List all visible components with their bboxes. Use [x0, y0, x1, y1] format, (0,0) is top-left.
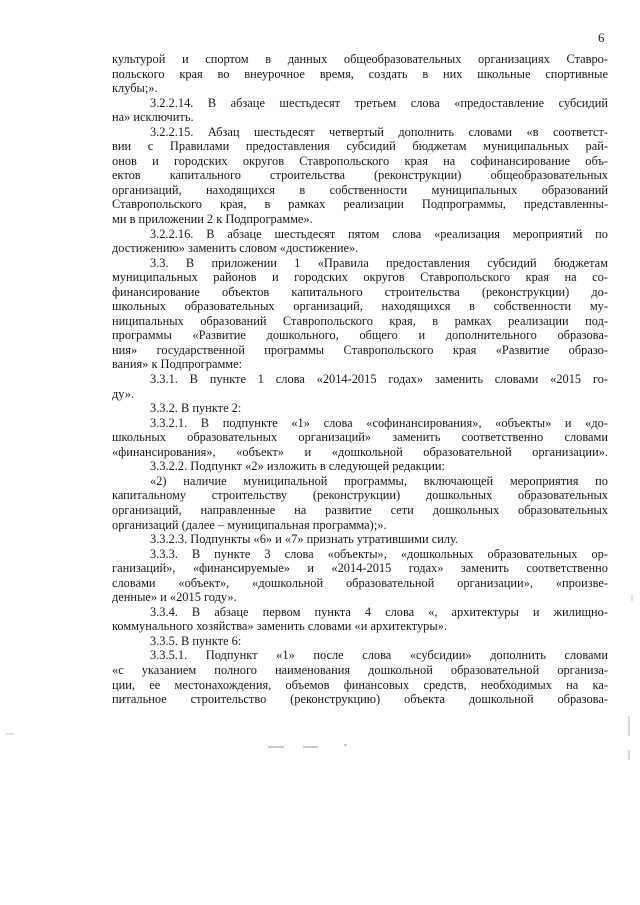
text-line: школьных образовательных организаций» заменить соответственно словами	[112, 430, 608, 445]
text-line: питальное строительство (реконструкцию) объекта дошкольной образова-	[112, 692, 608, 707]
text-line: вии с Правилами предоставления субсидий бюджетам муниципальных рай-	[112, 139, 608, 154]
text-line: ганизаций», «финансируемые» и «2014-2015 годах» заменить соответственно	[112, 561, 608, 576]
text-line: «финансирования», «объект» и «дошкольной образовательной организации».	[112, 444, 608, 459]
text-line: ниципальных образований Ставропольского края, в рамках реализации под-	[112, 313, 608, 328]
text-line: ми в приложении 2 к Подпрограмме».	[112, 212, 313, 227]
text-line: ектов капитального строительства (реконструкции) общеобразовательных	[112, 168, 608, 183]
text-line: ду».	[112, 386, 135, 401]
text-line: 3.3.4. В абзаце первом пункта 4 слова «, архитектуры и жилищно-	[150, 604, 608, 619]
text-line: Ставропольского края, в рамках реализации Подпрограммы, представленны-	[112, 197, 608, 212]
text-line: клубы;».	[112, 81, 158, 96]
text-line: 3.3.5. В пункте 6:	[150, 633, 242, 648]
text-line: культурой и спортом в данных общеобразовательных организациях Ставро-	[112, 52, 608, 66]
text-line: 3.3.2.3. Подпункты «6» и «7» признать утратившими силу.	[150, 532, 459, 547]
text-line: денные» и «2015 году».	[112, 590, 237, 605]
text-line: «с указанием полного наименования дошкольной образовательной организа-	[112, 662, 608, 677]
text-line: коммунального хозяйства» заменить словами «и архитектуры».	[112, 619, 447, 634]
document-body	[112, 52, 608, 707]
text-line: на» исключить.	[112, 110, 194, 125]
text-line: 3.2.2.15. Абзац шестьдесят четвертый дополнить словами «в соответст-	[150, 124, 608, 139]
text-line: словами «объект», «дошкольной образовательной организации», «произве-	[112, 575, 608, 590]
text-line: онов и городских округов Ставропольского края на софинансирование объ-	[112, 153, 608, 168]
text-line: вания» к Подпрограмме:	[112, 357, 243, 372]
text-line: организаций (далее – муниципальная программа);».	[112, 517, 387, 532]
text-line: капитальному строительству (реконструкции) дошкольных образовательных	[112, 488, 608, 503]
page-number: 6	[598, 30, 605, 45]
text-line: 3.3.2.2. Подпункт «2» изложить в следующей редакции:	[150, 459, 446, 474]
text-line: ния» государственной программы Ставропольского края «Развитие образо-	[112, 342, 608, 357]
text-line: ции, ее местонахождения, объемов финансовых средств, необходимых на ка-	[112, 677, 608, 692]
text-line: польского края во внеурочное время, создать в них школьные спортивные	[112, 66, 608, 81]
text-line: 3.2.2.14. В абзаце шестьдесят третьем слова «предоставление субсидий	[150, 95, 608, 110]
text-line: 3.3.3. В пункте 3 слова «объекты», «дошкольных образовательных ор-	[150, 546, 608, 561]
text-line: муниципальных районов и городских округов Ставропольского края на со-	[112, 270, 608, 285]
text-line: 3.2.2.16. В абзаце шестьдесят пятом слова «реализация мероприятий по	[150, 226, 608, 241]
text-line: финансирование объектов капитального строительства (реконструкции) до-	[112, 284, 608, 299]
text-line: организаций, направленные на развитие сети дошкольных образовательных	[112, 502, 608, 517]
text-line: 3.3. В приложении 1 «Правила предоставления субсидий бюджетам	[150, 255, 608, 270]
text-line: школьных образовательных организаций, находящихся в собственности му-	[112, 299, 608, 314]
text-line: программы «Развитие дошкольного, общего и дополнительного образова-	[112, 328, 608, 343]
text-line: организаций, находящихся в собственности муниципальных образований	[112, 182, 608, 197]
text-line: «2) наличие муниципальной программы, включающей мероприятия по	[150, 473, 608, 488]
text-line: 3.3.2.1. В подпункте «1» слова «софинансирования», «объекты» и «до-	[150, 415, 608, 430]
text-line: 3.3.1. В пункте 1 слова «2014-2015 годах» заменить словами «2015 го-	[150, 372, 608, 387]
text-line: 3.3.5.1. Подпункт «1» после слова «субсидии» дополнить словами	[150, 648, 608, 663]
text-line: достижению» заменить словом «достижение».	[112, 241, 359, 256]
text-line: 3.3.2. В пункте 2:	[150, 401, 242, 416]
